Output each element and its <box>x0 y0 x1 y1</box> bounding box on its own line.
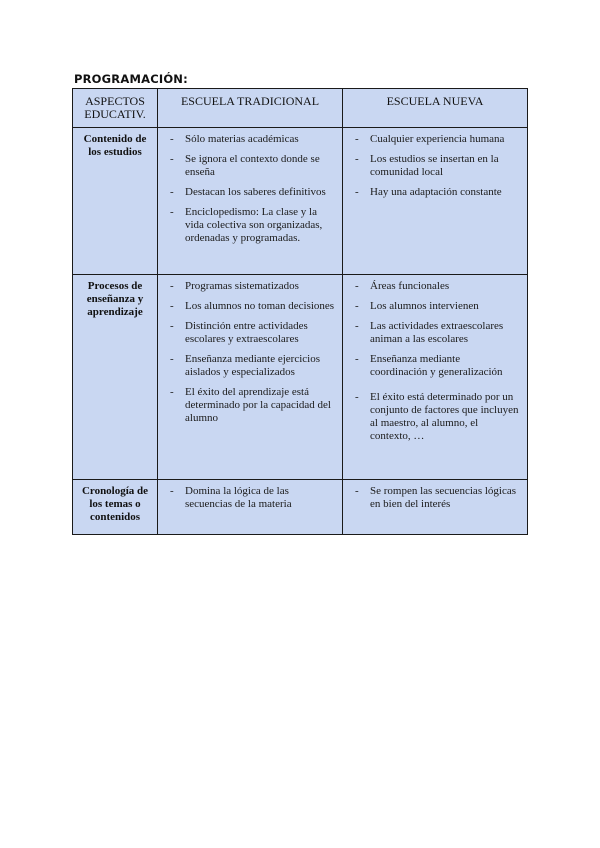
programming-table <box>72 88 528 535</box>
cell-new <box>343 128 528 275</box>
page-title: PROGRAMACIÓN: <box>74 72 188 86</box>
list-item-text: Los alumnos no toman decisiones <box>185 300 335 312</box>
table-row <box>73 480 528 535</box>
dash-bullet: - <box>170 153 174 165</box>
list-item-text: El éxito del aprendizaje está determinado por la capacidad del alumno <box>185 386 331 424</box>
row-header-cronologia: Cronología de los temas o contenidos <box>73 480 158 535</box>
list-item-text: Los alumnos intervienen <box>370 300 479 312</box>
table-row <box>73 128 528 275</box>
dash-bullet: - <box>170 133 174 145</box>
dash-bullet: - <box>170 186 174 198</box>
list-item-text: Enseñanza mediante coordinación y generalización <box>370 353 503 378</box>
list-item <box>350 391 520 443</box>
header-aspects: ASPECTOS EDUCATIV. <box>73 89 158 128</box>
list-item-text: Los estudios se insertan en la comunidad local <box>370 153 499 178</box>
dash-bullet: - <box>170 386 174 398</box>
list-item <box>165 133 335 146</box>
header-new-school: ESCUELA NUEVA <box>343 89 528 128</box>
list-item <box>165 153 335 179</box>
list-item-text: El éxito está determinado por un conjunto de factores que incluyen al maestro, al alumno, el contexto, … <box>370 391 519 442</box>
list-item <box>165 353 335 379</box>
cell-new <box>343 275 528 480</box>
row-header-procesos: Procesos de enseñanza y aprendizaje <box>73 275 158 480</box>
table-row <box>73 275 528 480</box>
list-item <box>350 280 520 293</box>
list-item-text: Domina la lógica de las secuencias de la materia <box>185 485 292 510</box>
list-item <box>165 386 335 425</box>
table-header-row <box>73 89 528 128</box>
dash-bullet: - <box>170 320 174 332</box>
dash-bullet: - <box>355 153 359 165</box>
dash-bullet: - <box>355 353 359 365</box>
list-item <box>165 206 335 245</box>
row-header-contenido: Contenido de los estudios <box>73 128 158 275</box>
list-item <box>350 353 520 379</box>
dash-bullet: - <box>170 485 174 497</box>
dash-bullet: - <box>355 300 359 312</box>
dash-bullet: - <box>355 320 359 332</box>
header-traditional-school: ESCUELA TRADICIONAL <box>158 89 343 128</box>
list-item-text: Enseñanza mediante ejercicios aislados y especializados <box>185 353 320 378</box>
list-item <box>165 186 335 199</box>
list-item-text: Áreas funcionales <box>370 280 450 292</box>
dash-bullet: - <box>170 300 174 312</box>
dash-bullet: - <box>170 353 174 365</box>
list-item <box>350 300 520 313</box>
list-item-text: Se ignora el contexto donde se enseña <box>185 153 320 178</box>
list-item-text: Cualquier experiencia humana <box>370 133 505 145</box>
list-item-text: Hay una adaptación constante <box>370 186 502 198</box>
cell-traditional <box>158 128 343 275</box>
list-item-text: Programas sistematizados <box>185 280 299 292</box>
cell-new <box>343 480 528 535</box>
list-item <box>165 300 335 313</box>
dash-bullet: - <box>355 133 359 145</box>
dash-bullet: - <box>170 206 174 218</box>
list-item <box>350 186 520 199</box>
list-item-text: Se rompen las secuencias lógicas en bien del interés <box>370 485 517 510</box>
list-item-text: Destacan los saberes definitivos <box>185 186 326 198</box>
dash-bullet: - <box>355 186 359 198</box>
list-item <box>165 485 335 511</box>
list-item <box>350 153 520 179</box>
list-item-text: Las actividades extraescolares animan a las escolares <box>370 320 504 345</box>
list-item <box>165 320 335 346</box>
list-item-text: Enciclopedismo: La clase y la vida colectiva son organizadas, ordenadas y programadas. <box>185 206 323 244</box>
list-item <box>350 485 520 511</box>
cell-traditional <box>158 480 343 535</box>
list-item-text: Distinción entre actividades escolares y extraescolares <box>185 320 308 345</box>
dash-bullet: - <box>170 280 174 292</box>
dash-bullet: - <box>355 280 359 292</box>
cell-traditional <box>158 275 343 480</box>
list-item <box>350 133 520 146</box>
list-item <box>165 280 335 293</box>
dash-bullet: - <box>355 485 359 497</box>
list-item <box>350 320 520 346</box>
list-item-text: Sólo materias académicas <box>185 133 299 145</box>
dash-bullet: - <box>355 391 359 403</box>
